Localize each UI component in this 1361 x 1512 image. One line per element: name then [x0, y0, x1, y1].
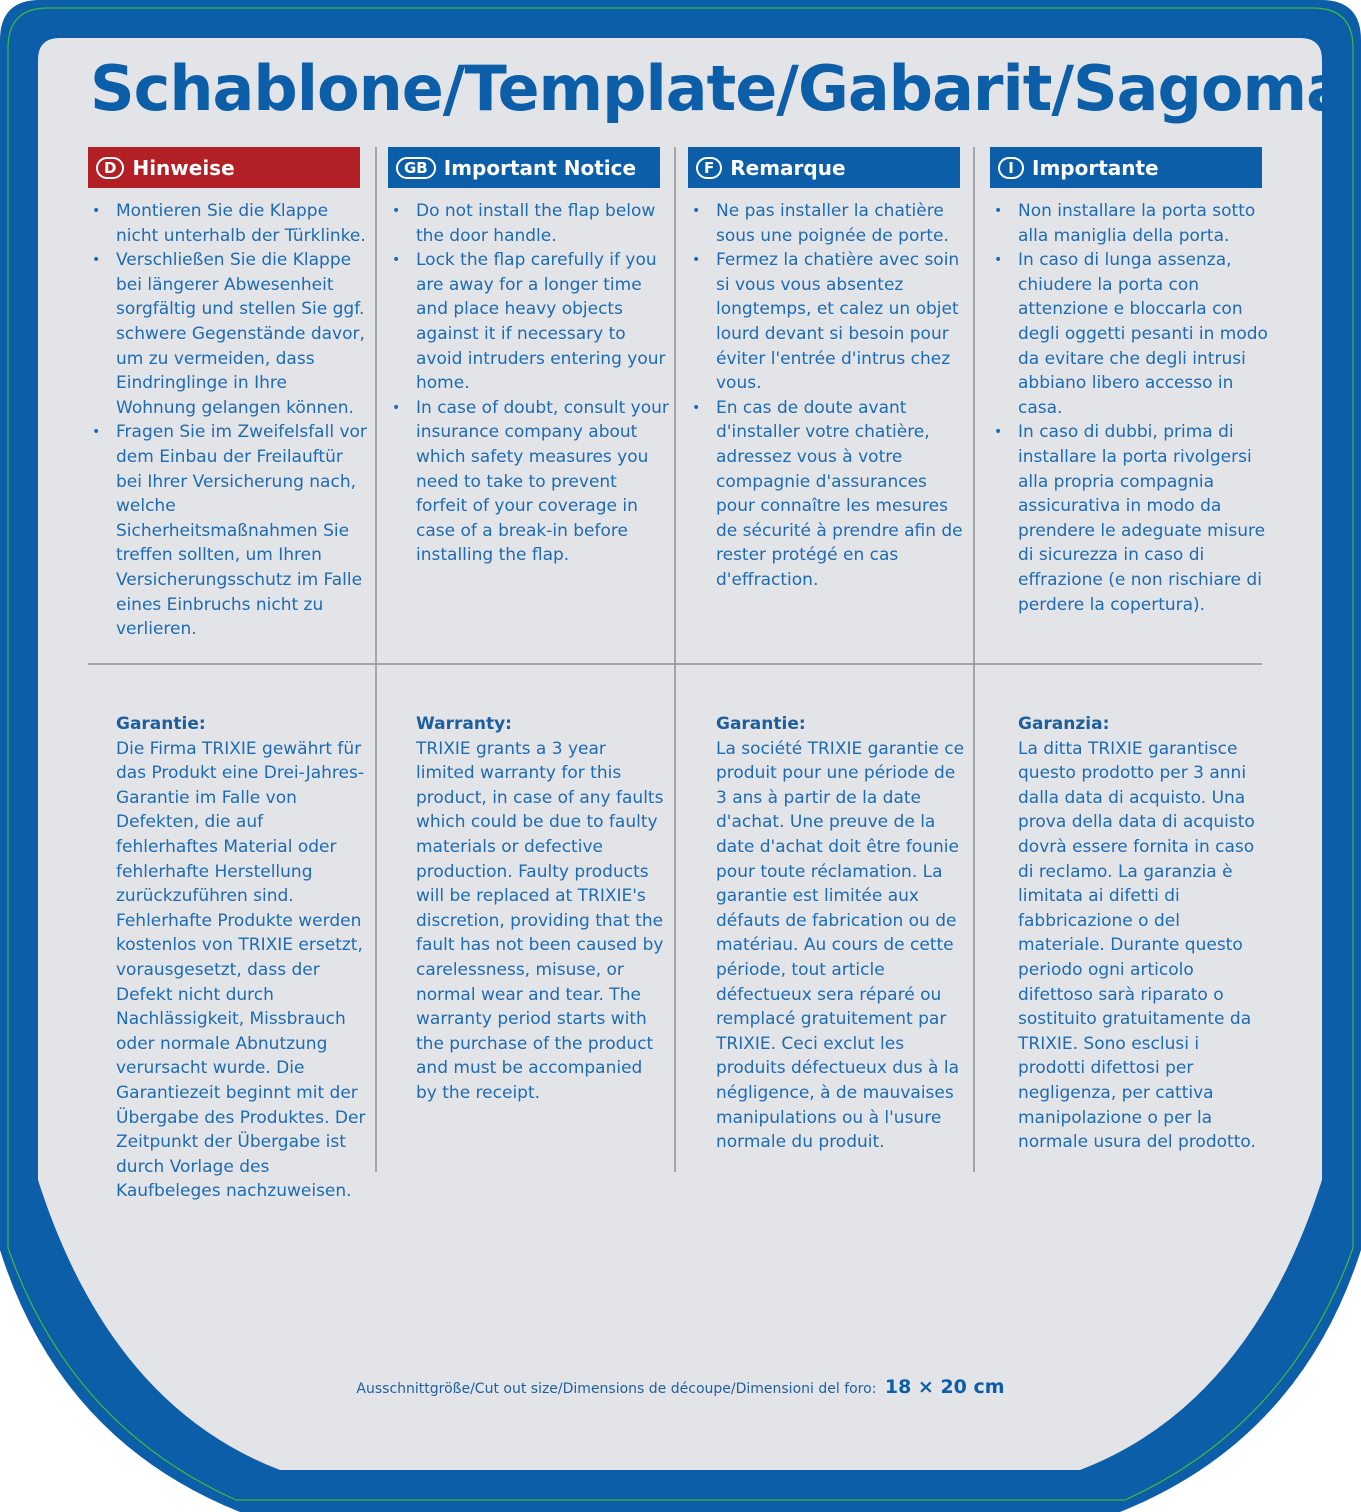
bullet-icon: • [92, 203, 101, 219]
header-fr-label: Remarque [730, 155, 846, 180]
bullet-icon: • [392, 203, 401, 219]
badge-gb: GB [396, 157, 436, 179]
notice-list-de [88, 199, 370, 642]
badge-fr: F [696, 157, 722, 179]
notice-list-fr [688, 199, 970, 593]
bullet-icon: • [692, 252, 701, 269]
notice-list-it [990, 199, 1272, 617]
list-item: • In caso di dubbi, prima di installare la porta rivolgersi alla propria compagnia assicurativa in modo da prendere le adeguate misure di sicurezza in caso di effrazione (e non rischiare di perdere la copertura). [994, 422, 1266, 615]
warranty-it [1018, 712, 1270, 1155]
header-it-label: Importante [1032, 155, 1159, 180]
badge-it: I [998, 157, 1024, 179]
list-item: • In caso di lunga assenza, chiudere la porta con attenzione e bloccarla con degli oggetti pesanti in modo da evitare che degli intrusi abbiano libero accesso in casa. [994, 250, 1268, 418]
cutout-size-value: 18 × 20 cm [884, 1376, 1005, 1398]
bullet-icon: • [994, 203, 1003, 219]
warranty-gb-text: TRIXIE grants a 3 year limited warranty for this product, in case of any faults which could be due to faulty materials or defective production. Faulty products will be replaced at TRIXIE's discretion, providing that the fault has not been caused by carelessness, misuse, or normal wear and tear. The warranty period starts with the purchase of the product and must be accompanied by the receipt. [416, 738, 664, 1103]
bullet-icon: • [692, 203, 701, 219]
warranty-gb-title: Warranty: [416, 714, 512, 734]
header-gb [388, 147, 660, 188]
cutout-label: Ausschnittgröße/Cut out size/Dimensions de découpe/Dimensioni del foro: [356, 1381, 877, 1397]
bullet-icon: • [994, 424, 1003, 441]
header-de-label: Hinweise [132, 155, 235, 180]
badge-de: D [96, 157, 124, 179]
warranty-de-text: Die Firma TRIXIE gewährt für das Produkt eine Drei-Jahres-Garantie im Falle von Defekten, die auf fehlerhaftes Material oder fehlerhafte Herstellung zurückzuführen sind. Fehlerhafte Produkte werden kostenlos von TRIXIE ersetzt, vorausgesetzt, dass der Defekt nicht durch Nachlässigkeit, Missbrauch oder normale Abnutzung verursacht wurde. Die Garantiezeit beginnt mit der Übergabe des Produktes. Der Zeitpunkt der Übergabe ist durch Vorlage des Kaufbeleges nachzuweisen. [116, 738, 366, 1202]
header-gb-label: Important Notice [443, 155, 637, 180]
bullet-icon: • [392, 252, 401, 269]
warranty-de-title: Garantie: [116, 714, 206, 734]
warranty-fr-text: La société TRIXIE garantie ce produit pour une période de 3 ans à partir de la date d'achat. Une preuve de la date d'achat doit être founie pour toute réclamation. La garantie est limitée aux défauts de fabrication ou de matériau. Au cours de cette période, tout article défectueux sera réparé ou remplacé gratuitement par TRIXIE. Ceci exclut les produits défectueux dus à la négligence, à de mauvaises manipulations ou à l'usure normale du produit. [716, 738, 965, 1153]
column-de [88, 147, 370, 642]
bullet-icon: • [692, 399, 701, 416]
header-it [990, 147, 1262, 188]
list-item: • Montieren Sie die Klappe nicht unterhalb der Türklinke. [92, 201, 366, 246]
notice-list-gb [388, 199, 670, 568]
warranty-fr-title: Garantie: [716, 714, 806, 734]
warranty-fr [716, 712, 968, 1155]
bullet-icon: • [392, 399, 401, 416]
bullet-icon: • [92, 252, 101, 269]
warranty-gb [416, 712, 668, 1106]
list-item: • Verschließen Sie die Klappe bei längerer Abwesenheit sorgfältig und stellen Sie ggf. schwere Gegenstände davor, um zu vermeiden, dass Eindringlinge in Ihre Wohnung gelangen können. [92, 250, 365, 418]
list-item: • En cas de doute avant d'installer votre chatière, adressez vous à votre compagnie d'assurances pour connaître les mesures de sécurité à prendre afin de rester protégé en cas d'effraction. [692, 397, 963, 590]
list-item: • Fermez la chatière avec soin si vous vous absentez longtemps, et calez un objet lourd devant si besoin pour éviter l'entrée d'intrus chez vous. [692, 250, 960, 394]
column-it [990, 147, 1272, 617]
cutout-size-line [0, 1376, 1361, 1398]
list-item: • Lock the flap carefully if you are away for a longer time and place heavy objects against it if necessary to avoid intruders entering your home. [392, 250, 666, 394]
warranty-it-title: Garanzia: [1018, 714, 1110, 734]
page-title: Schablone/Template/Gabarit/Sagoma [90, 52, 1347, 125]
list-item: • Do not install the flap below the door handle. [392, 201, 656, 246]
bullet-icon: • [994, 252, 1003, 269]
bullet-icon: • [92, 424, 101, 441]
warranty-de [116, 712, 368, 1204]
list-item: • In case of doubt, consult your insurance company about which safety measures you need to take to prevent forfeit of your coverage in case of a break-in before installing the flap. [392, 397, 669, 566]
list-item: • Non installare la porta sotto alla maniglia della porta. [994, 201, 1256, 246]
header-fr [688, 147, 960, 188]
list-item: • Fragen Sie im Zweifelsfall vor dem Einbau der Freilauftür bei Ihrer Versicherung nach, welche Sicherheitsmaßnahmen Sie treffen sollten, um Ihren Versicherungsschutz im Falle eines Einbruchs nicht zu verlieren. [92, 422, 367, 640]
column-gb [388, 147, 670, 568]
header-de [88, 147, 360, 188]
warranty-it-text: La ditta TRIXIE garantisce questo prodotto per 3 anni dalla data di acquisto. Una prova della data di acquisto dovrà essere fornita in caso di reclamo. La garanzia è limitata ai difetti di fabbricazione o del materiale. Durante questo periodo ogni articolo difettoso sarà riparato o sostituito gratuitamente da TRIXIE. Sono esclusi i prodotti difettosi per negligenza, per cattiva manipolazione o per la normale usura del prodotto. [1018, 738, 1256, 1153]
column-fr [688, 147, 970, 593]
list-item: • Ne pas installer la chatière sous une poignée de porte. [692, 201, 949, 246]
